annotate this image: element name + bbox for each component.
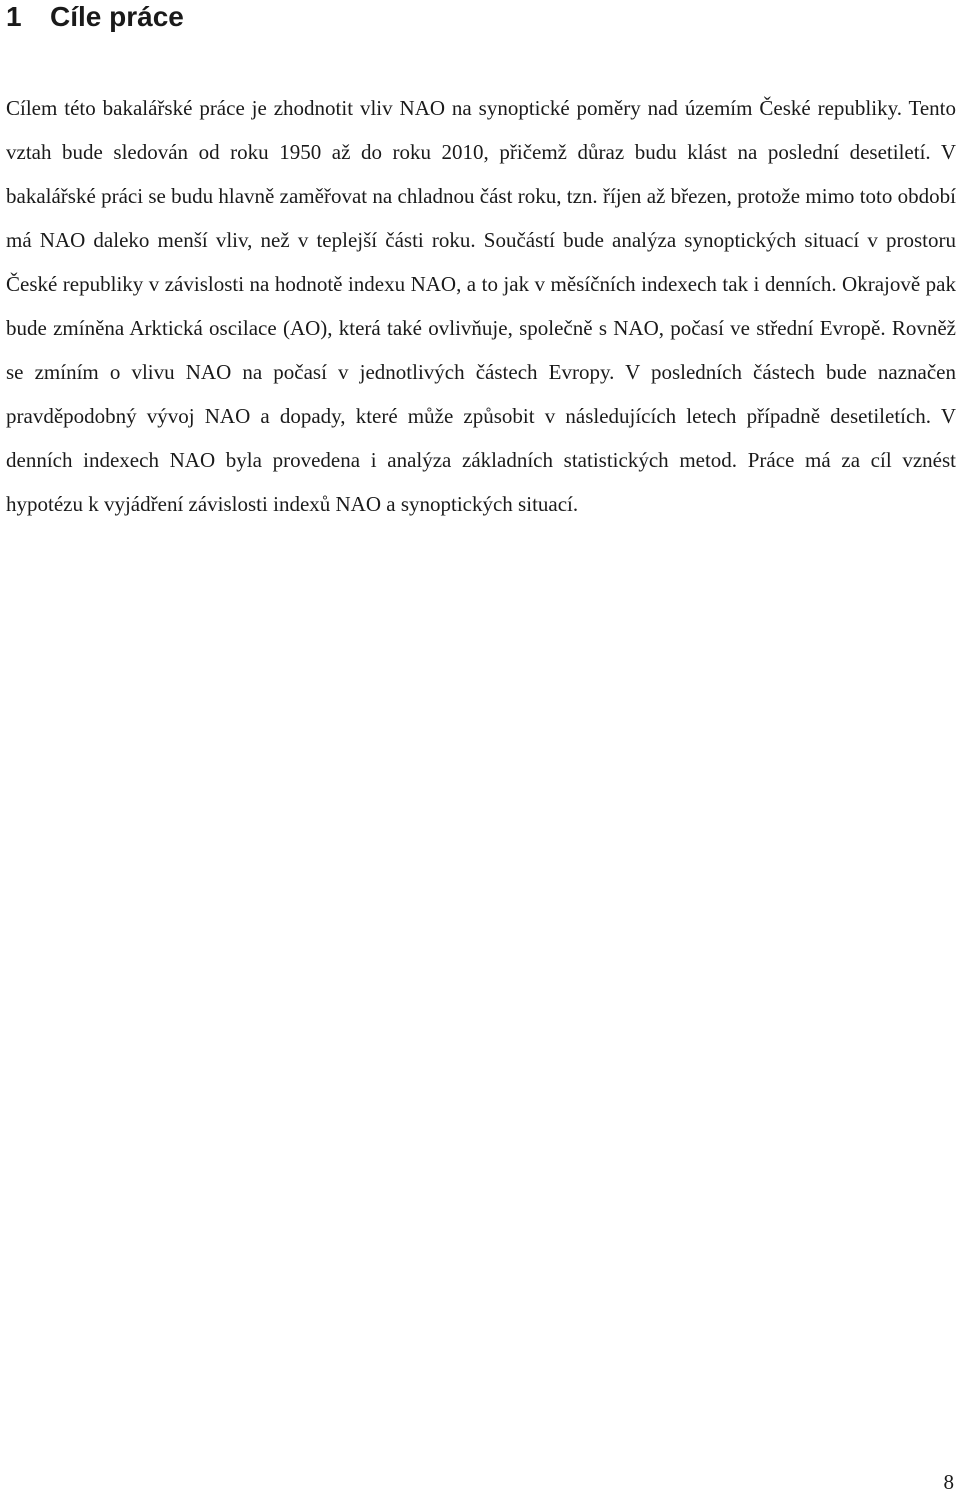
page-number: 8 (943, 1470, 954, 1494)
body-paragraph: Cílem této bakalářské práce je zhodnotit vliv NAO na synoptické poměry nad územím České republiky. Tento vztah bude sledován od roku 1950 až do roku 2010, přičemž důraz budu klást na poslední desetiletí. V bakalářské práci se budu hlavně zaměřovat na chladnou část roku, tzn. říjen až březen, protože mimo toto období má NAO daleko menší vliv, než v teplejší části roku. Součástí bude analýza synoptických situací v prostoru České republiky v závislosti na hodnotě indexu NAO, a to jak v měsíčních indexech tak i denních. Okrajově pak bude zmíněna Arktická oscilace (AO), která také ovlivňuje, společně s NAO, počasí ve střední Evropě. Rovněž se zmíním o vlivu NAO na počasí v jednotlivých částech Evropy. V posledních částech bude naznačen pravděpodobný vývoj NAO a dopady, které může způsobit v následujících letech případně desetiletích. V denních indexech NAO byla provedena i analýza základních statistických metod. Práce má za cíl vznést hypotézu k vyjádření závislosti indexů NAO a synoptických situací. (6, 96, 956, 516)
section-title: Cíle práce (50, 1, 184, 32)
section-heading (6, 0, 184, 34)
section-number: 1 (6, 1, 22, 32)
